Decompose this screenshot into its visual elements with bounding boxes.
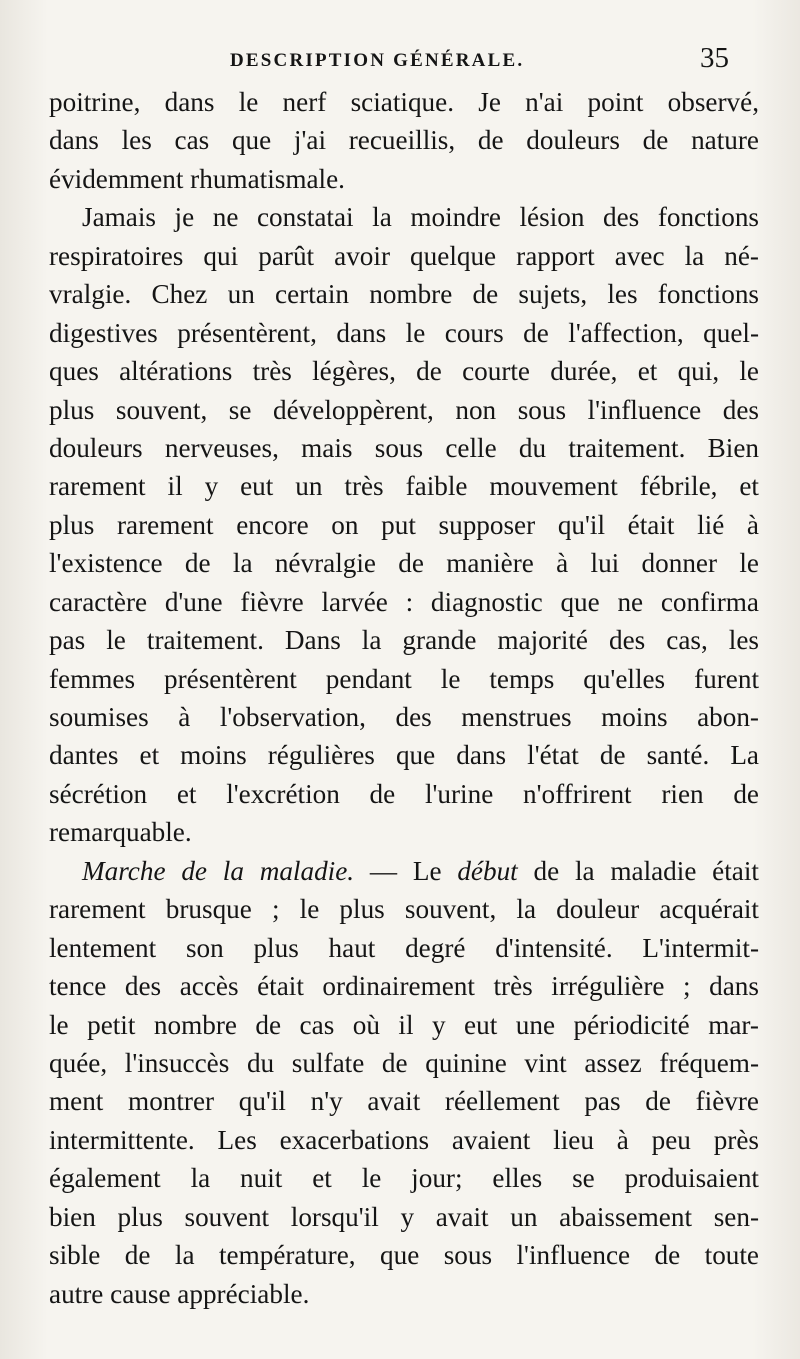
text-line: rarement brusque ; le plus souvent, la douleur acquérait	[49, 894, 759, 925]
text-line: tence des accès était ordinairement très irrégulière ; dans	[49, 971, 759, 1002]
text-line: quée, l'insuccès du sulfate de quinine vint assez fréquem-	[49, 1047, 759, 1078]
page-number: 35	[700, 42, 729, 74]
text-line: caractère d'une fièvre larvée : diagnostic que ne confirma	[49, 586, 759, 617]
text-line: l'existence de la névralgie de manière à lui donner le	[49, 548, 759, 579]
section-first-line	[49, 852, 759, 890]
text-line: femmes présentèrent pendant le temps qu'elles furent	[49, 663, 759, 694]
text-line: sible de la température, que sous l'influence de toute	[49, 1240, 759, 1271]
text-line: sécrétion et l'excrétion de l'urine n'offrirent rien de	[49, 778, 759, 809]
text-line: poitrine, dans le nerf sciatique. Je n'ai point observé,	[49, 87, 759, 117]
section-first-line-rest: de la maladie était	[517, 855, 759, 886]
text-line: autre cause appréciable.	[49, 1278, 310, 1309]
text-line: Jamais je ne constatai la moindre lésion des fonctions	[82, 202, 759, 233]
text-line: respiratoires qui parût avoir quelque rapport avec la né-	[49, 240, 759, 271]
text-line: lentement son plus haut degré d'intensité. L'intermit-	[49, 932, 759, 963]
text-line: le petit nombre de cas où il y eut une périodicité mar-	[49, 1009, 759, 1040]
text-line: rarement il y eut un très faible mouvement fébrile, et	[49, 471, 759, 502]
body-text	[49, 83, 759, 1313]
section-dash: — Le	[354, 855, 458, 886]
text-line: évidemment rhumatismale.	[49, 163, 345, 194]
text-line: dans les cas que j'ai recueillis, de douleurs de nature	[49, 125, 759, 156]
text-line: intermittente. Les exacerbations avaient lieu à peu près	[49, 1124, 759, 1155]
section-emphasis: début	[457, 855, 518, 886]
page-header	[0, 42, 800, 82]
text-line: ques altérations très légères, de courte durée, et qui, le	[49, 356, 759, 387]
text-line: soumises à l'observation, des menstrues moins abon-	[49, 702, 759, 732]
text-line: plus rarement encore on put supposer qu'il était lié à	[49, 509, 759, 540]
text-line: douleurs nerveuses, mais sous celle du traitement. Bien	[49, 432, 759, 463]
section-heading: Marche de la maladie.	[82, 855, 355, 886]
text-line: plus souvent, se développèrent, non sous l'influence des	[49, 394, 759, 425]
text-line: digestives présentèrent, dans le cours de l'affection, quel-	[49, 317, 759, 348]
text-line: dantes et moins régulières que dans l'état de santé. La	[49, 740, 759, 771]
paragraph-block-2	[49, 890, 759, 1313]
text-line: remarquable.	[49, 817, 192, 848]
text-line: bien plus souvent lorsqu'il y avait un abaissement sen-	[49, 1201, 759, 1232]
text-line: également la nuit et le jour; elles se produisaient	[49, 1163, 759, 1194]
text-line: pas le traitement. Dans la grande majorité des cas, les	[49, 625, 759, 656]
paragraph-block-1	[49, 83, 759, 852]
text-line: ment montrer qu'il n'y avait réellement pas de fièvre	[49, 1086, 759, 1117]
running-head: DESCRIPTION GÉNÉRALE.	[230, 50, 525, 71]
text-line: vralgie. Chez un certain nombre de sujets, les fonctions	[49, 279, 759, 310]
